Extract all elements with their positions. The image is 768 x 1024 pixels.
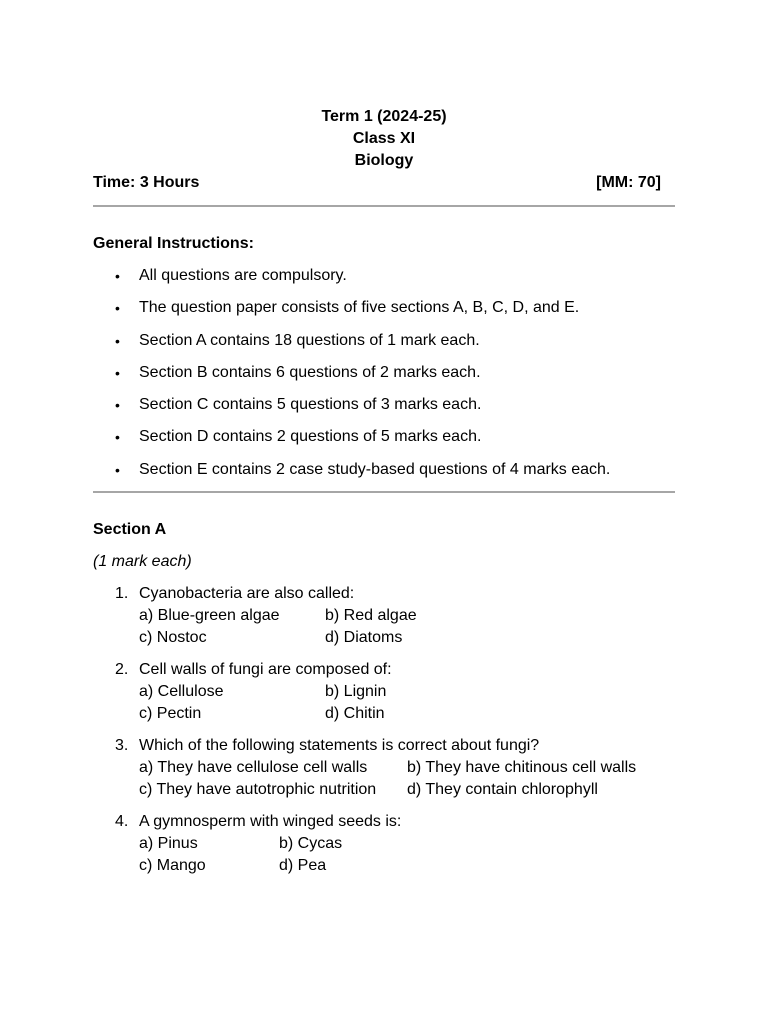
exam-term: Term 1 (2024-25) <box>321 108 447 125</box>
divider-bottom <box>93 491 675 493</box>
options-row <box>139 627 675 649</box>
instructions-list <box>93 265 675 481</box>
option-b: b) Lignin <box>325 683 387 701</box>
question-text: Cell walls of fungi are composed of: <box>139 661 392 679</box>
instruction-item: • All questions are compulsory. <box>93 265 675 287</box>
exam-class: Class XI <box>352 130 416 147</box>
option-d: d) Chitin <box>325 705 385 723</box>
bullet-icon: • <box>115 429 120 446</box>
option-a: a) They have cellulose cell walls <box>139 759 368 777</box>
option-b: b) Cycas <box>279 835 343 853</box>
instruction-item: • The question paper consists of five sections A, B, C, D, and E. <box>93 297 675 319</box>
bullet-icon: • <box>115 461 120 478</box>
option-c: c) Nostoc <box>139 629 207 647</box>
options-row <box>139 605 675 627</box>
instruction-item: • Section A contains 18 questions of 1 mark each. <box>93 330 675 352</box>
option-d: d) Diatoms <box>325 629 403 647</box>
question-number: 2. <box>115 661 129 679</box>
option-c: c) Pectin <box>139 705 202 723</box>
option-a: a) Blue-green algae <box>139 607 280 625</box>
instruction-item: • Section E contains 2 case study-based questions of 4 marks each. <box>93 459 675 481</box>
question-1 <box>93 583 675 649</box>
question-text: A gymnosperm with winged seeds is: <box>139 813 402 831</box>
options-row <box>139 703 675 725</box>
instruction-item: • Section C contains 5 questions of 3 marks each. <box>93 394 675 416</box>
exam-time: Time: 3 Hours <box>93 174 200 191</box>
options-row <box>139 779 675 801</box>
question-2 <box>93 659 675 725</box>
options-row <box>139 855 675 877</box>
option-d: d) They contain chlorophyll <box>407 781 598 799</box>
general-instructions-title: General Instructions: <box>93 235 254 252</box>
time-marks-row <box>93 172 675 194</box>
section-a-title: Section A <box>93 521 167 539</box>
exam-subject: Biology <box>354 152 414 169</box>
questions-list <box>93 583 675 877</box>
option-c: c) Mango <box>139 857 206 875</box>
question-text: Cyanobacteria are also called: <box>139 585 355 603</box>
bullet-icon: • <box>115 397 120 414</box>
question-number: 1. <box>115 585 129 603</box>
exam-page <box>93 106 675 887</box>
question-number: 4. <box>115 813 129 831</box>
exam-max-marks: [MM: 70] <box>596 174 661 191</box>
question-number: 3. <box>115 737 129 755</box>
option-d: d) Pea <box>279 857 327 875</box>
option-a: a) Pinus <box>139 835 198 853</box>
instruction-item: • Section B contains 6 questions of 2 marks each. <box>93 362 675 384</box>
section-a-marks-note: (1 mark each) <box>93 553 192 571</box>
bullet-icon: • <box>115 268 120 284</box>
options-row <box>139 681 675 703</box>
divider-top <box>93 205 675 207</box>
bullet-icon: • <box>115 364 120 381</box>
options-row <box>139 757 675 779</box>
question-3 <box>93 735 675 801</box>
option-b: b) They have chitinous cell walls <box>407 759 637 777</box>
instruction-item: • Section D contains 2 questions of 5 marks each. <box>93 426 675 448</box>
bullet-icon: • <box>115 332 120 349</box>
options-row <box>139 833 675 855</box>
option-a: a) Cellulose <box>139 683 224 701</box>
question-text: Which of the following statements is correct about fungi? <box>139 737 540 755</box>
option-c: c) They have autotrophic nutrition <box>139 781 377 799</box>
option-b: b) Red algae <box>325 607 417 625</box>
bullet-icon: • <box>115 300 120 317</box>
question-4 <box>93 811 675 877</box>
